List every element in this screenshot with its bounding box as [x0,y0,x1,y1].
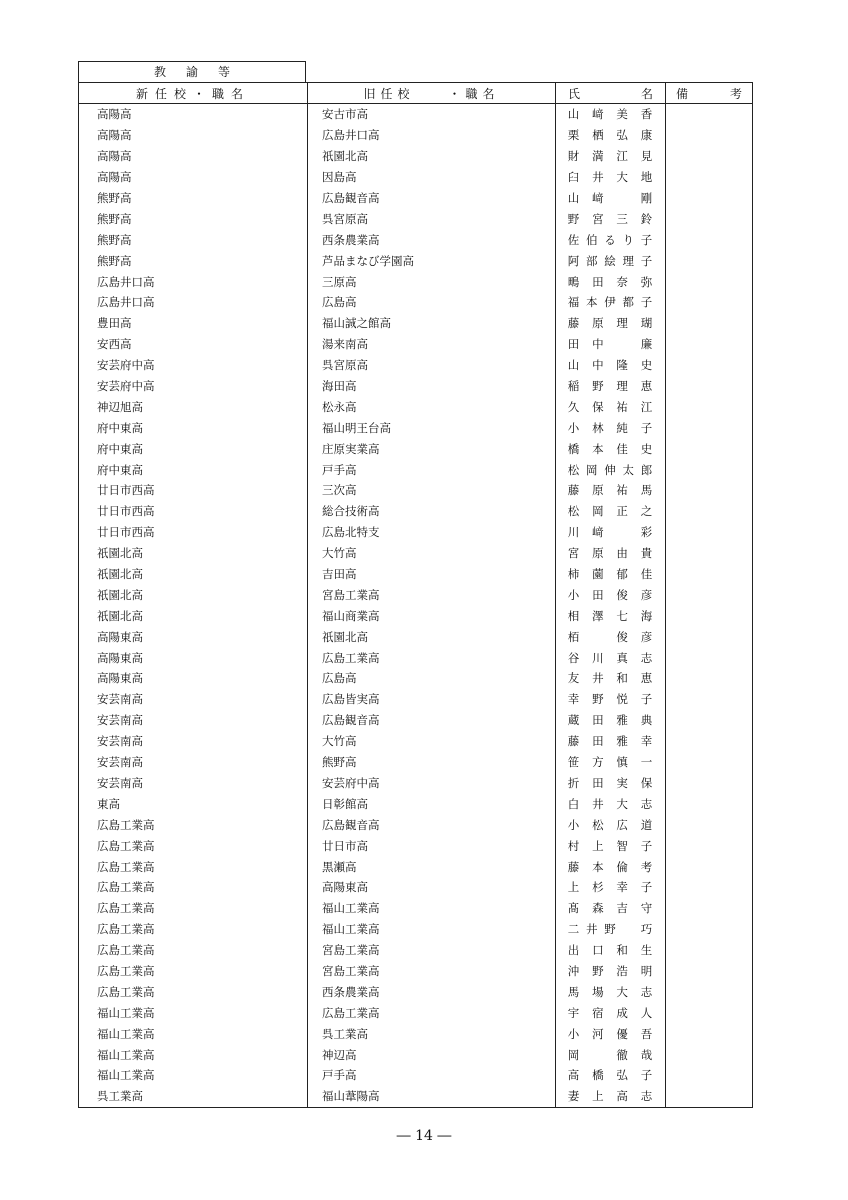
person-name: 鴫 田 奈 弥 [567,274,653,289]
person-name-cell [556,396,666,417]
person-name: 藤 田 雅 幸 [567,734,653,749]
remarks-cell [666,940,753,961]
old-school-cell: 呉宮原高 [308,208,556,229]
person-name-cell [556,856,666,877]
old-school-cell: 広島観音高 [308,814,556,835]
new-school-cell: 広島工業高 [79,856,308,877]
person-name: 臼 井 大 地 [567,170,653,185]
person-name: 佐 伯 る り 子 [567,232,653,247]
new-school-cell: 神辺旭高 [79,396,308,417]
person-name-cell [556,438,666,459]
person-name-cell [556,501,666,522]
new-school-cell: 東高 [79,793,308,814]
remarks-cell [666,1086,753,1107]
person-name-cell [556,250,666,271]
remarks-cell [666,376,753,397]
old-school-cell: 宮島工業高 [308,961,556,982]
table-row [79,334,753,355]
table-row [79,1023,753,1044]
new-school-cell: 祇園北高 [79,605,308,626]
person-name: 橋 本 佳 史 [567,441,653,456]
person-name: 川 﨑 彩 [567,525,653,540]
table-row [79,250,753,271]
remarks-cell [666,773,753,794]
person-name-cell [556,271,666,292]
new-school-cell: 熊野高 [79,188,308,209]
person-name-cell [556,689,666,710]
table-row [79,501,753,522]
new-school-cell: 広島工業高 [79,877,308,898]
person-name-cell [556,459,666,480]
old-school-cell: 広島工業高 [308,647,556,668]
new-school-cell: 高陽高 [79,125,308,146]
column-header-new-school: 新任校・職名 [79,83,308,104]
table-row [79,835,753,856]
remarks-cell [666,438,753,459]
person-name-cell [556,877,666,898]
old-school-cell: 吉田高 [308,564,556,585]
new-school-cell: 豊田高 [79,313,308,334]
remarks-cell [666,605,753,626]
table-row [79,522,753,543]
old-school-cell: 広島観音高 [308,188,556,209]
person-name: 財 満 江 見 [567,149,653,164]
table-row [79,543,753,564]
remarks-cell [666,814,753,835]
remarks-cell [666,1002,753,1023]
new-school-cell: 福山工業高 [79,1065,308,1086]
person-name: 出 口 和 生 [567,943,653,958]
table-row [79,793,753,814]
remarks-cell [666,877,753,898]
person-name-cell [556,793,666,814]
old-school-cell: 庄原実業高 [308,438,556,459]
remarks-cell [666,229,753,250]
category-header: 教諭等 [78,61,306,82]
table-row [79,1086,753,1107]
new-school-cell: 呉工業高 [79,1086,308,1107]
person-name-cell [556,647,666,668]
remarks-cell [666,250,753,271]
table-row [79,167,753,188]
new-school-cell: 安芸府中高 [79,376,308,397]
new-school-cell: 広島井口高 [79,292,308,313]
new-school-cell: 広島工業高 [79,898,308,919]
person-name: 藤 原 理 瑚 [567,316,653,331]
remarks-cell [666,564,753,585]
person-name-cell [556,417,666,438]
person-name: 沖 野 浩 明 [567,963,653,978]
table-row [79,877,753,898]
remarks-cell [666,271,753,292]
remarks-cell [666,292,753,313]
new-school-cell: 祇園北高 [79,543,308,564]
table-row [79,229,753,250]
new-school-cell: 広島工業高 [79,940,308,961]
person-name-cell [556,292,666,313]
new-school-cell: 福山工業高 [79,1023,308,1044]
person-name: 白 井 大 志 [567,796,653,811]
old-school-cell: 宮島工業高 [308,940,556,961]
person-name-cell [556,480,666,501]
person-name: 田 中 廉 [567,337,653,352]
remarks-cell [666,313,753,334]
new-school-cell: 高陽高 [79,104,308,125]
remarks-cell [666,396,753,417]
person-name: 松 岡 正 之 [567,504,653,519]
remarks-cell [666,417,753,438]
person-name: 村 上 智 子 [567,838,653,853]
table-row [79,1044,753,1065]
new-school-cell: 高陽東高 [79,626,308,647]
person-name: 宇 宿 成 人 [567,1005,653,1020]
new-school-cell: 熊野高 [79,208,308,229]
table-row [79,605,753,626]
person-name-cell [556,710,666,731]
person-name: 髙 森 吉 守 [567,901,653,916]
old-school-cell: 戸手高 [308,459,556,480]
column-header-name: 氏名 [556,83,666,104]
person-name: 松 岡 伸 太 郎 [567,462,653,477]
column-header-remarks: 備考 [666,83,753,104]
remarks-cell [666,167,753,188]
new-school-cell: 福山工業高 [79,1002,308,1023]
new-school-cell: 祇園北高 [79,564,308,585]
person-name: 稲 野 理 恵 [567,379,653,394]
table-row [79,647,753,668]
new-school-cell: 広島工業高 [79,814,308,835]
person-name-cell [556,1044,666,1065]
table-row [79,292,753,313]
old-school-cell: 広島高 [308,292,556,313]
old-school-cell: 芦品まなび学園高 [308,250,556,271]
old-school-cell: 福山商業高 [308,605,556,626]
new-school-cell: 安芸南高 [79,773,308,794]
new-school-cell: 高陽高 [79,167,308,188]
person-name: 蔵 田 雅 典 [567,713,653,728]
table-row [79,856,753,877]
person-name: 幸 野 悦 子 [567,692,653,707]
page-number: ― 14 ― [396,1128,452,1144]
person-name: 妻 上 高 志 [567,1089,653,1104]
column-header-old-school: 旧任校 ・職名 [308,83,556,104]
person-name: 笹 方 慎 一 [567,755,653,770]
remarks-cell [666,731,753,752]
table-row [79,125,753,146]
old-school-cell: 福山明王台高 [308,417,556,438]
remarks-cell [666,104,753,125]
table-row [79,668,753,689]
table-row [79,208,753,229]
table-row [79,104,753,125]
person-name: 小 林 純 子 [567,420,653,435]
remarks-cell [666,668,753,689]
person-name-cell [556,313,666,334]
person-name-cell [556,584,666,605]
table-row [79,626,753,647]
person-name-cell [556,835,666,856]
old-school-cell: 三原高 [308,271,556,292]
new-school-cell: 府中東高 [79,438,308,459]
person-name: 谷 川 真 志 [567,650,653,665]
table-row [79,313,753,334]
person-name: 久 保 祐 江 [567,399,653,414]
table-row [79,396,753,417]
remarks-cell [666,981,753,1002]
table-body [79,104,753,1108]
person-name-cell [556,814,666,835]
old-school-cell: 廿日市高 [308,835,556,856]
old-school-cell: 総合技術高 [308,501,556,522]
remarks-cell [666,188,753,209]
person-name-cell [556,522,666,543]
table-row [79,981,753,1002]
new-school-cell: 広島工業高 [79,981,308,1002]
old-school-cell: 神辺高 [308,1044,556,1065]
old-school-cell: 広島高 [308,668,556,689]
person-name-cell [556,104,666,125]
table-row [79,564,753,585]
new-school-cell: 広島工業高 [79,919,308,940]
table-row [79,689,753,710]
new-school-cell: 福山工業高 [79,1044,308,1065]
old-school-cell: 広島井口高 [308,125,556,146]
table-row [79,814,753,835]
old-school-cell: 広島工業高 [308,1002,556,1023]
table-row [79,773,753,794]
person-name-cell [556,940,666,961]
remarks-cell [666,208,753,229]
table-row [79,438,753,459]
old-school-cell: 熊野高 [308,752,556,773]
remarks-cell [666,480,753,501]
new-school-cell: 廿日市西高 [79,480,308,501]
remarks-cell [666,856,753,877]
person-name: 相 澤 七 海 [567,608,653,623]
table-row [79,376,753,397]
person-name-cell [556,334,666,355]
table-row [79,584,753,605]
person-name-cell [556,668,666,689]
table-row [79,146,753,167]
person-name-cell [556,981,666,1002]
new-school-cell: 安芸南高 [79,752,308,773]
remarks-cell [666,543,753,564]
old-school-cell: 因島高 [308,167,556,188]
person-name-cell [556,626,666,647]
table-row [79,731,753,752]
old-school-cell: 呉宮原高 [308,355,556,376]
new-school-cell: 祇園北高 [79,584,308,605]
old-school-cell: 湯来南高 [308,334,556,355]
old-school-cell: 日彰館高 [308,793,556,814]
old-school-cell: 広島北特支 [308,522,556,543]
remarks-cell [666,146,753,167]
table-row [79,417,753,438]
person-name-cell [556,773,666,794]
person-name-cell [556,752,666,773]
remarks-cell [666,752,753,773]
remarks-cell [666,647,753,668]
table-row [79,480,753,501]
remarks-cell [666,1065,753,1086]
old-school-cell: 安古市高 [308,104,556,125]
remarks-cell [666,710,753,731]
person-name: 上 杉 幸 子 [567,880,653,895]
person-name-cell [556,1065,666,1086]
person-name: 栢 俊 彦 [567,629,653,644]
table-row [79,710,753,731]
new-school-cell: 府中東高 [79,417,308,438]
old-school-cell: 大竹高 [308,543,556,564]
person-name-cell [556,146,666,167]
table-row [79,919,753,940]
table-row [79,271,753,292]
remarks-cell [666,793,753,814]
person-name: 山 中 隆 史 [567,358,653,373]
person-name: 小 河 優 吾 [567,1026,653,1041]
new-school-cell: 安芸南高 [79,731,308,752]
remarks-cell [666,355,753,376]
table-row [79,355,753,376]
table-row [79,1065,753,1086]
table-row [79,459,753,480]
person-name: 小 松 広 道 [567,817,653,832]
person-name-cell [556,605,666,626]
remarks-cell [666,919,753,940]
old-school-cell: 安芸府中高 [308,773,556,794]
new-school-cell: 廿日市西高 [79,522,308,543]
new-school-cell: 広島井口高 [79,271,308,292]
person-name: 岡 徹 哉 [567,1047,653,1062]
old-school-cell: 戸手高 [308,1065,556,1086]
person-name: 友 井 和 恵 [567,671,653,686]
remarks-cell [666,898,753,919]
person-name-cell [556,125,666,146]
person-name: 馬 場 大 志 [567,984,653,999]
person-name-cell [556,1002,666,1023]
table-row [79,961,753,982]
person-name-cell [556,355,666,376]
remarks-cell [666,961,753,982]
person-name: 二 井 野 巧 [567,922,653,937]
table-row [79,940,753,961]
old-school-cell: 福山工業高 [308,898,556,919]
old-school-cell: 三次高 [308,480,556,501]
new-school-cell: 熊野高 [79,229,308,250]
remarks-cell [666,125,753,146]
table-row [79,1002,753,1023]
new-school-cell: 安芸南高 [79,689,308,710]
remarks-cell [666,459,753,480]
person-name-cell [556,731,666,752]
old-school-cell: 黒瀬高 [308,856,556,877]
remarks-cell [666,689,753,710]
new-school-cell: 安西高 [79,334,308,355]
old-school-cell: 西条農業高 [308,981,556,1002]
old-school-cell: 福山誠之館高 [308,313,556,334]
person-name-cell [556,1023,666,1044]
person-name-cell [556,898,666,919]
person-name: 山 﨑 美 香 [567,107,653,122]
old-school-cell: 広島観音高 [308,710,556,731]
new-school-cell: 広島工業高 [79,835,308,856]
person-name-cell [556,208,666,229]
person-name-cell [556,543,666,564]
person-name-cell [556,188,666,209]
person-name: 宮 原 由 貴 [567,546,653,561]
person-name-cell [556,167,666,188]
person-name: 小 田 俊 彦 [567,587,653,602]
person-name: 栗 栖 弘 康 [567,128,653,143]
person-name-cell [556,564,666,585]
new-school-cell: 府中東高 [79,459,308,480]
old-school-cell: 大竹高 [308,731,556,752]
person-name: 山 﨑 剛 [567,191,653,205]
new-school-cell: 広島工業高 [79,961,308,982]
new-school-cell: 安芸府中高 [79,355,308,376]
old-school-cell: 祇園北高 [308,146,556,167]
person-name: 高 橋 弘 子 [567,1068,653,1083]
old-school-cell: 西条農業高 [308,229,556,250]
table-row [79,752,753,773]
table-row [79,188,753,209]
remarks-cell [666,835,753,856]
old-school-cell: 海田高 [308,376,556,397]
person-name: 福 本 伊 都 子 [567,295,653,310]
remarks-cell [666,1044,753,1065]
new-school-cell: 安芸南高 [79,710,308,731]
table-row [79,898,753,919]
person-name-cell [556,376,666,397]
person-name: 野 宮 三 鈴 [567,211,653,226]
new-school-cell: 高陽東高 [79,647,308,668]
old-school-cell: 呉工業高 [308,1023,556,1044]
person-name: 藤 原 祐 馬 [567,483,653,498]
person-name-cell [556,961,666,982]
old-school-cell: 祇園北高 [308,626,556,647]
person-name: 柿 薗 郁 佳 [567,567,653,582]
person-name: 藤 本 倫 考 [567,859,653,874]
new-school-cell: 高陽東高 [79,668,308,689]
new-school-cell: 高陽高 [79,146,308,167]
old-school-cell: 宮島工業高 [308,584,556,605]
personnel-table [78,82,753,1108]
old-school-cell: 広島皆実高 [308,689,556,710]
remarks-cell [666,1023,753,1044]
new-school-cell: 熊野高 [79,250,308,271]
table-header-row [79,83,753,104]
remarks-cell [666,501,753,522]
person-name-cell [556,919,666,940]
old-school-cell: 松永高 [308,396,556,417]
old-school-cell: 福山葦陽高 [308,1086,556,1107]
remarks-cell [666,626,753,647]
remarks-cell [666,334,753,355]
old-school-cell: 福山工業高 [308,919,556,940]
person-name: 折 田 実 保 [567,775,653,790]
remarks-cell [666,584,753,605]
person-name-cell [556,1086,666,1107]
old-school-cell: 高陽東高 [308,877,556,898]
remarks-cell [666,522,753,543]
new-school-cell: 廿日市西高 [79,501,308,522]
person-name: 阿 部 絵 理 子 [567,253,653,268]
person-name-cell [556,229,666,250]
